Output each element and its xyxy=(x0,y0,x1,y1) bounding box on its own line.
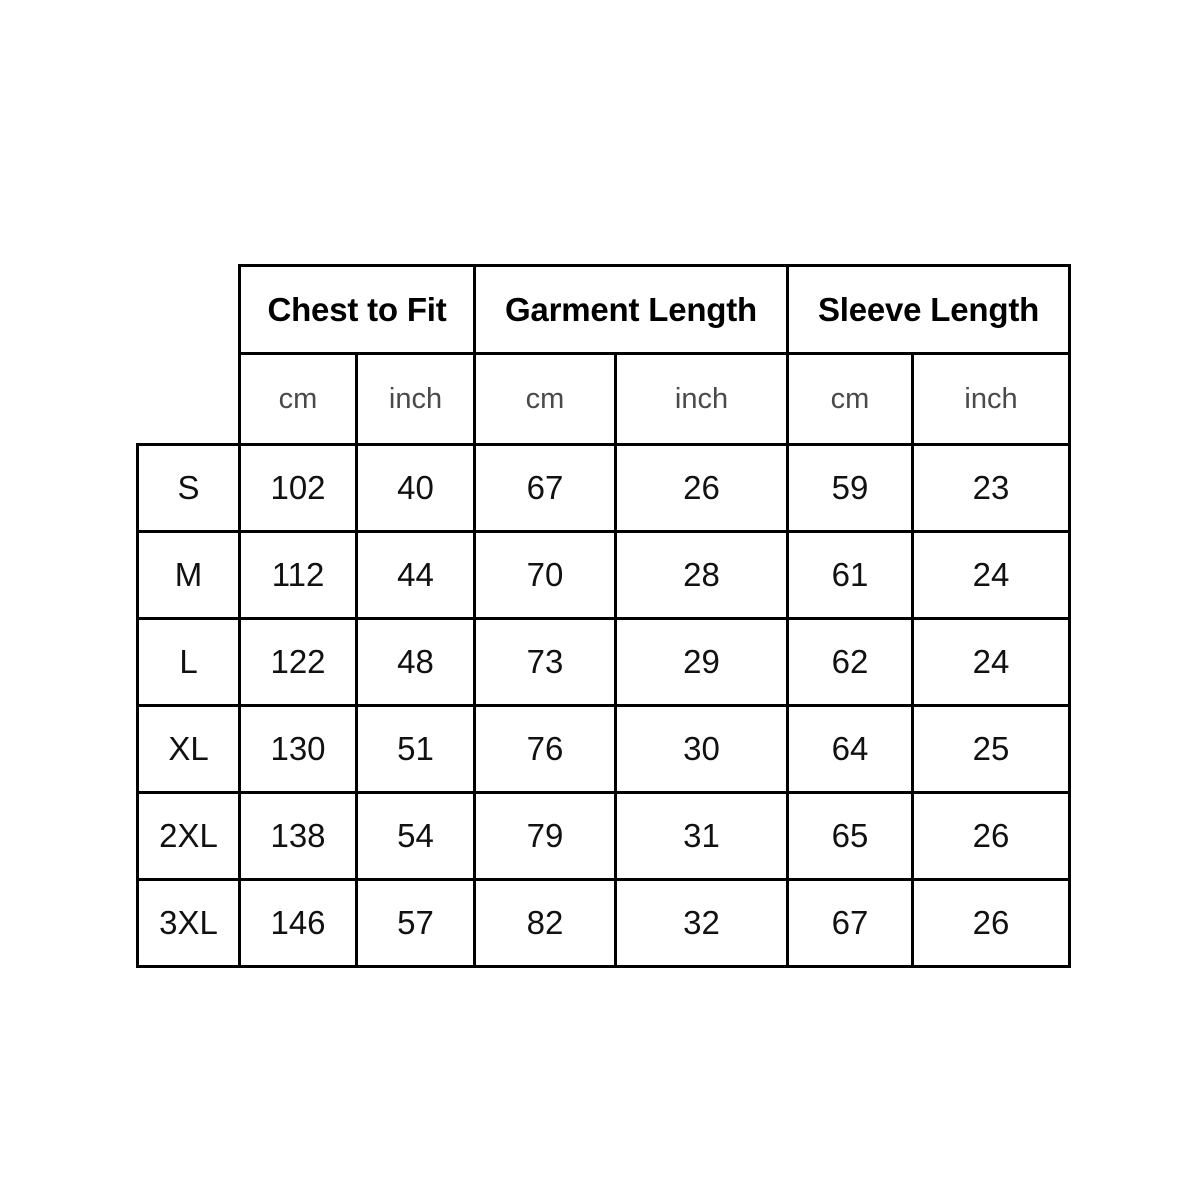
unit-header-sleeve-inch: inch xyxy=(913,354,1070,445)
cell-sleeve-cm: 59 xyxy=(788,445,913,532)
cell-chest-inch: 48 xyxy=(357,619,475,706)
unit-header-sleeve-cm: cm xyxy=(788,354,913,445)
cell-garment-cm: 82 xyxy=(475,880,616,967)
table-row xyxy=(138,706,1070,793)
cell-chest-inch: 54 xyxy=(357,793,475,880)
cell-sleeve-cm: 62 xyxy=(788,619,913,706)
cell-garment-cm: 73 xyxy=(475,619,616,706)
cell-sleeve-inch: 26 xyxy=(913,880,1070,967)
cell-sleeve-cm: 67 xyxy=(788,880,913,967)
group-header-chest: Chest to Fit xyxy=(240,266,475,354)
cell-chest-cm: 122 xyxy=(240,619,357,706)
unit-header-garment-cm: cm xyxy=(475,354,616,445)
cell-chest-inch: 57 xyxy=(357,880,475,967)
cell-garment-cm: 70 xyxy=(475,532,616,619)
table-row xyxy=(138,619,1070,706)
corner-blank-cell-2 xyxy=(138,354,240,445)
cell-chest-inch: 40 xyxy=(357,445,475,532)
group-header-garment-length: Garment Length xyxy=(475,266,788,354)
row-size-label: S xyxy=(138,445,240,532)
corner-blank-cell xyxy=(138,266,240,354)
cell-sleeve-inch: 24 xyxy=(913,532,1070,619)
row-size-label: 3XL xyxy=(138,880,240,967)
unit-header-garment-inch: inch xyxy=(616,354,788,445)
cell-sleeve-inch: 23 xyxy=(913,445,1070,532)
cell-sleeve-cm: 61 xyxy=(788,532,913,619)
cell-garment-inch: 26 xyxy=(616,445,788,532)
row-size-label: 2XL xyxy=(138,793,240,880)
cell-garment-inch: 28 xyxy=(616,532,788,619)
cell-chest-cm: 112 xyxy=(240,532,357,619)
cell-garment-inch: 32 xyxy=(616,880,788,967)
row-size-label: M xyxy=(138,532,240,619)
cell-chest-cm: 130 xyxy=(240,706,357,793)
group-header-sleeve-length: Sleeve Length xyxy=(788,266,1070,354)
cell-sleeve-cm: 64 xyxy=(788,706,913,793)
cell-sleeve-inch: 24 xyxy=(913,619,1070,706)
cell-sleeve-inch: 26 xyxy=(913,793,1070,880)
unit-header-chest-cm: cm xyxy=(240,354,357,445)
row-size-label: XL xyxy=(138,706,240,793)
cell-chest-cm: 138 xyxy=(240,793,357,880)
table-row xyxy=(138,793,1070,880)
table-row xyxy=(138,445,1070,532)
cell-garment-cm: 79 xyxy=(475,793,616,880)
row-size-label: L xyxy=(138,619,240,706)
cell-chest-inch: 51 xyxy=(357,706,475,793)
cell-garment-inch: 29 xyxy=(616,619,788,706)
cell-garment-inch: 31 xyxy=(616,793,788,880)
cell-sleeve-cm: 65 xyxy=(788,793,913,880)
unit-header-chest-inch: inch xyxy=(357,354,475,445)
table-row xyxy=(138,532,1070,619)
table-row xyxy=(138,880,1070,967)
size-chart-table xyxy=(136,264,1071,968)
cell-chest-cm: 146 xyxy=(240,880,357,967)
cell-chest-inch: 44 xyxy=(357,532,475,619)
cell-sleeve-inch: 25 xyxy=(913,706,1070,793)
unit-header-row xyxy=(138,354,1070,445)
cell-garment-inch: 30 xyxy=(616,706,788,793)
cell-chest-cm: 102 xyxy=(240,445,357,532)
group-header-row xyxy=(138,266,1070,354)
cell-garment-cm: 76 xyxy=(475,706,616,793)
size-chart-container xyxy=(136,264,1068,941)
cell-garment-cm: 67 xyxy=(475,445,616,532)
